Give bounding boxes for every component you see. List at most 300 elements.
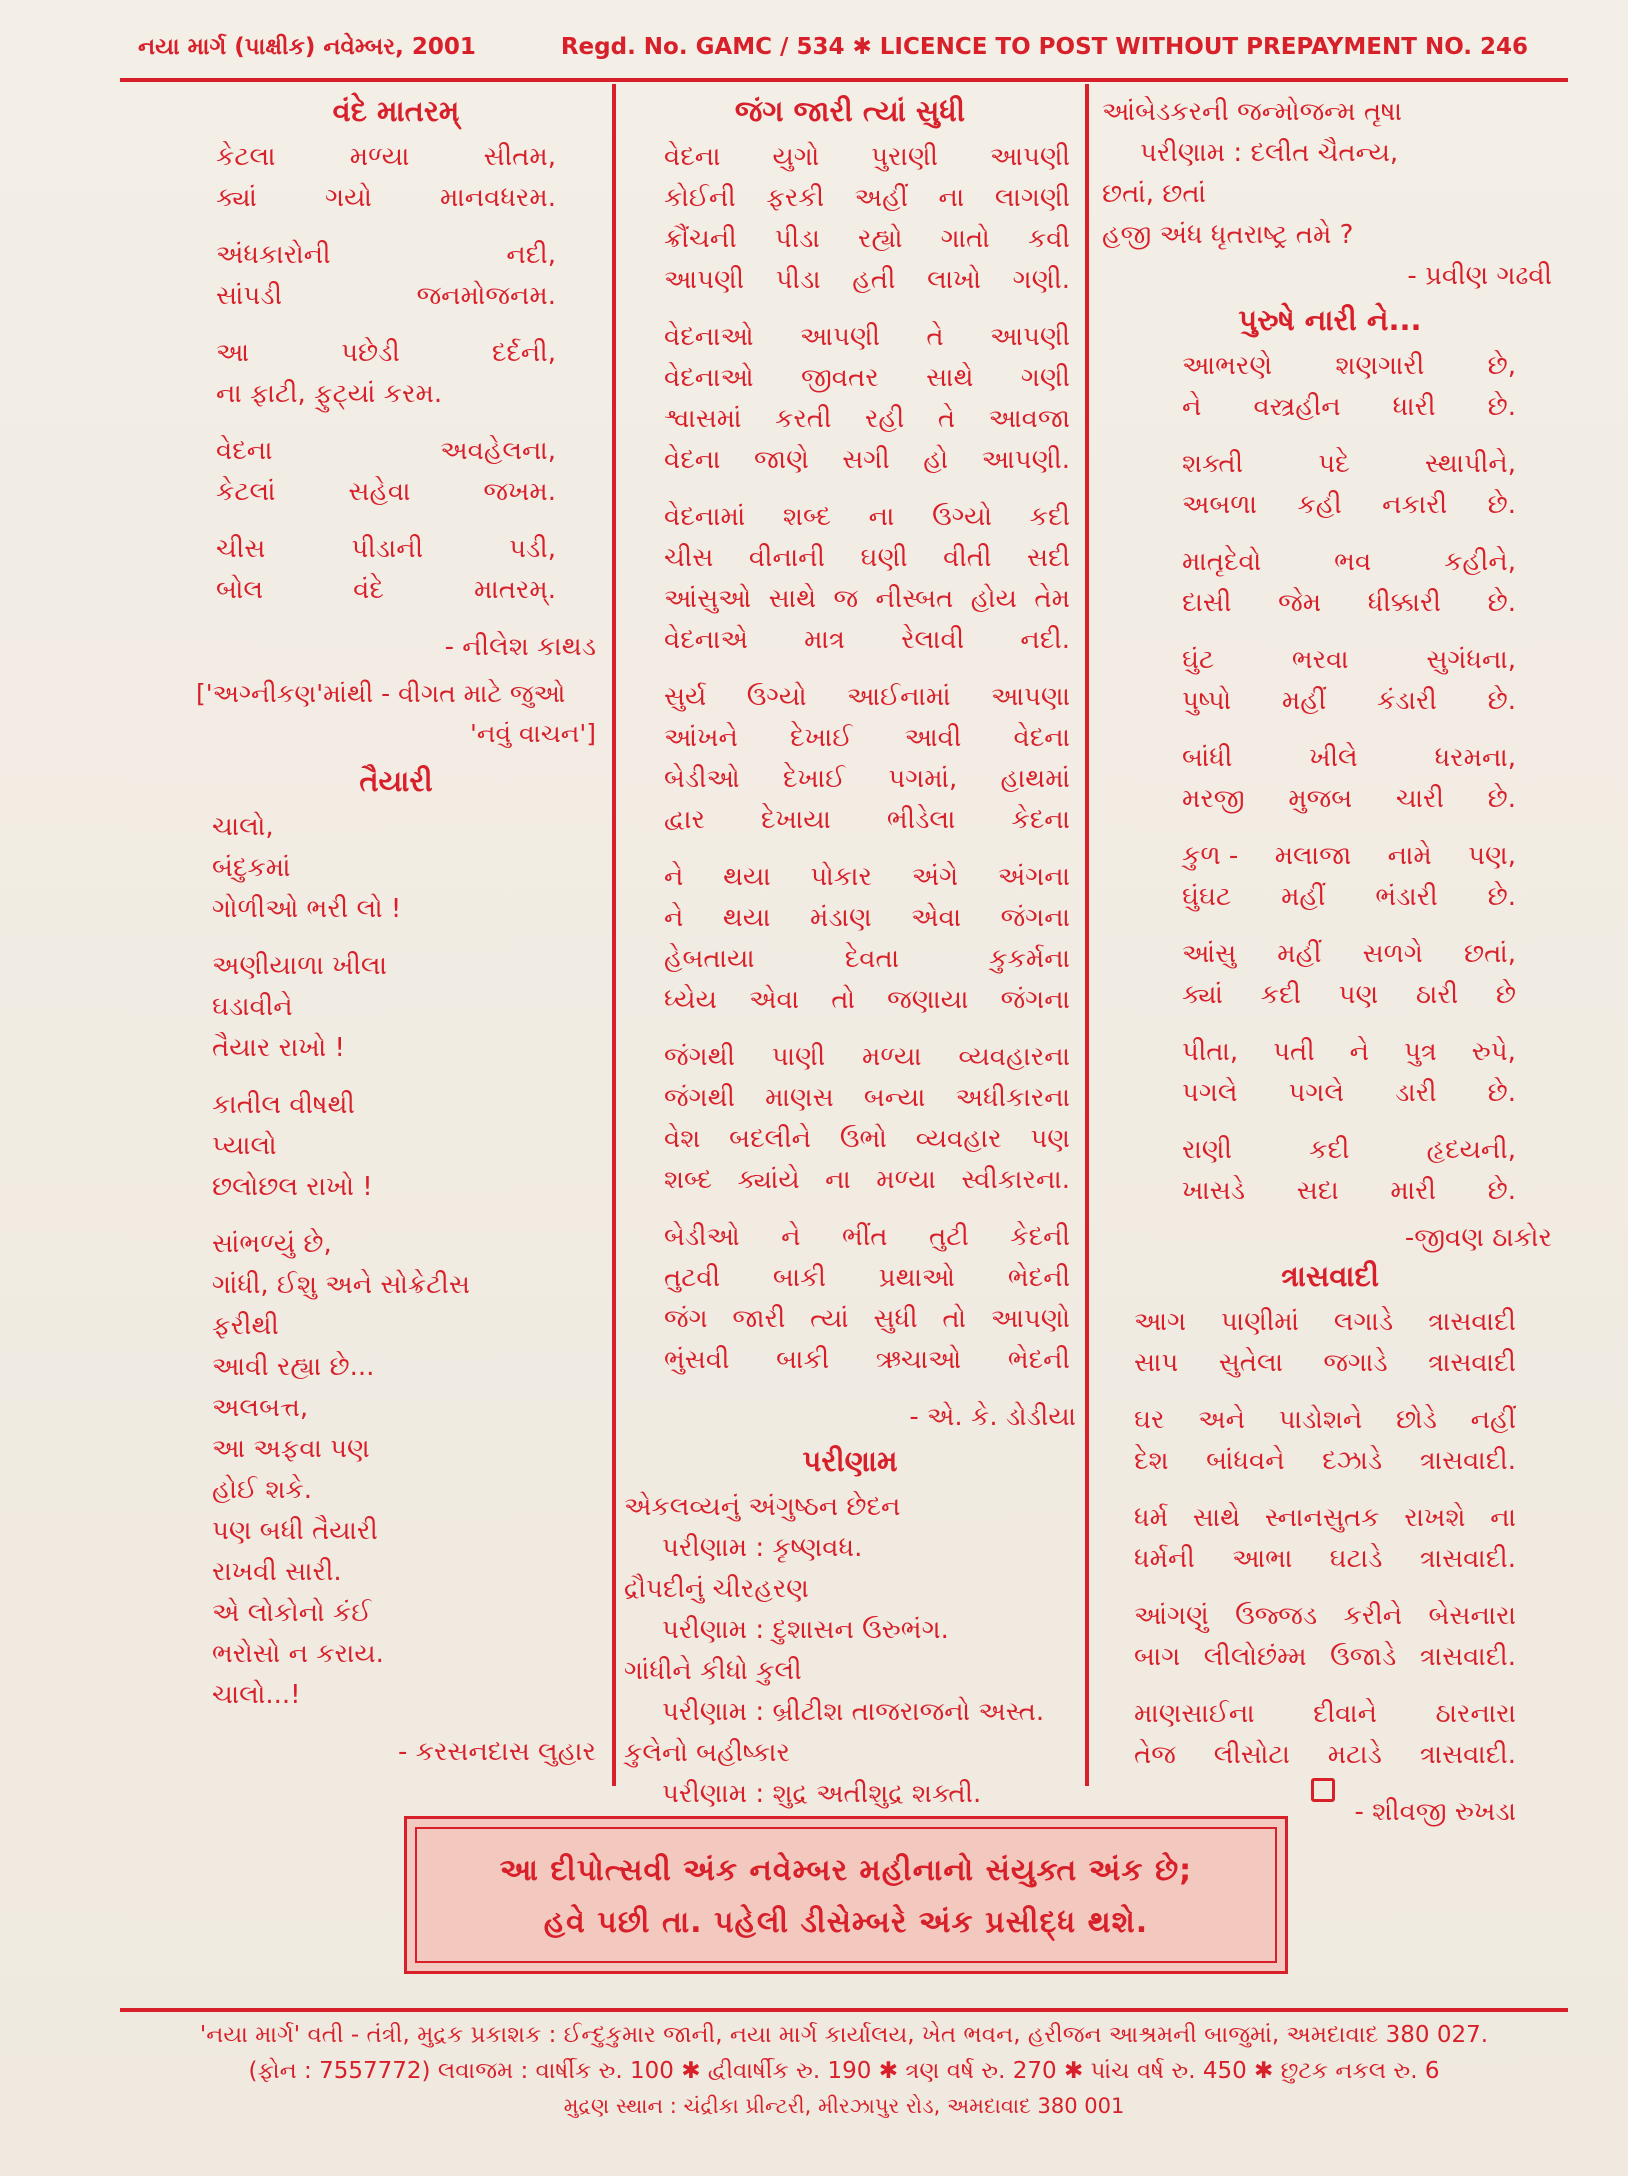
poem-word: ભંડારી [1375, 882, 1438, 912]
poem-line: અલબત્ત, [212, 1393, 309, 1423]
poem-word: લાગણી [994, 183, 1070, 213]
poem-word: છે. [1487, 686, 1516, 716]
poem-word: વેદનામાં [664, 502, 746, 532]
poem-word: રુપે, [1471, 1037, 1516, 1067]
poem-word: છે, [1487, 351, 1516, 381]
poem-word: મરજી [1182, 784, 1245, 814]
poem-line: દ્રૌપદીનું ચીરહરણ [624, 1574, 809, 1604]
poem-word: સુધી [873, 1304, 918, 1334]
poem-line [216, 178, 556, 219]
poem-jang-jari [624, 137, 1076, 1381]
poem-word: ઠારી [1415, 980, 1459, 1010]
stanza [664, 857, 1070, 1021]
poem-line: કાતીલ વીષથી [212, 1090, 355, 1120]
notice-line-2: હવે પછી તા. પહેલી ડીસેમ્બરે અંક પ્રસીદ્ધ થશે. [543, 1905, 1149, 1940]
poem-word: શબ્દ [664, 1165, 712, 1195]
poem-line [1134, 1539, 1516, 1580]
poem-line [1134, 1596, 1516, 1637]
poem-word: ઘર [1134, 1405, 1165, 1435]
poem-word: ને [1349, 1037, 1369, 1067]
poem-word: મારી [1390, 1176, 1436, 1206]
poem-word: હેબતાયા [664, 944, 755, 974]
poem-word: પણ [1030, 1124, 1070, 1154]
poem-word: ક્રૌંચની [664, 224, 737, 254]
poem-word: જખમ. [483, 477, 556, 507]
poem-line: છલોછલ રાખો ! [212, 1172, 373, 1202]
poem-word: મળ્યા [876, 1165, 936, 1195]
stanza [664, 137, 1070, 301]
stanza [196, 431, 596, 513]
poem-word: બોલ [216, 575, 264, 605]
poem-word: અધીકારના [955, 1083, 1070, 1113]
poem-word: ત્રાસવાદી. [1419, 1642, 1516, 1672]
poem-word: ભેદની [1007, 1263, 1070, 1293]
poem-word: જંગથી [664, 1042, 735, 1072]
poem-word: શબ્દ [782, 502, 831, 532]
poem-word: બન્યા [863, 1083, 926, 1113]
stanza [1182, 444, 1516, 526]
poem-word: સ્વીકારના. [961, 1165, 1070, 1195]
poem-line [216, 276, 556, 317]
poem-word: પછેડી [341, 338, 400, 368]
poem-line: ગાંધીને કીધો કુલી [624, 1656, 802, 1686]
poem-line [1134, 1302, 1516, 1343]
poem-title-purushe-nari: પુરુષે નારી ને... [1238, 303, 1422, 337]
poem-word: મહીં [1281, 686, 1327, 716]
poem-word: ધર્મ [1134, 1503, 1168, 1533]
poem-word: દાસી [1182, 588, 1232, 618]
poem-parinam-continued [1102, 92, 1558, 256]
poem-word: બેડીઓ [664, 764, 740, 794]
poem-word: ધીક્કારી [1367, 588, 1441, 618]
poem-word: લાખો [927, 265, 981, 295]
poem-word: સહેવા [348, 477, 411, 507]
poem-word: સ્થાપીને, [1424, 449, 1516, 479]
footer-printer: મુદ્રણ સ્થાન : ચંદ્રીકા પ્રીન્ટરી, મીરઝાપુર રોડ, અમદાવાદ 380 001 [563, 2094, 1125, 2118]
poem-word: છે. [1487, 392, 1516, 422]
poem-title-vande-mataram: વંદે માતરમ્ [332, 94, 460, 128]
poem-line [664, 399, 1070, 440]
poem-line: પરીણામ : શુદ્ર અતીશુદ્ર શક્તી. [662, 1779, 982, 1809]
poem-word: આપણી [989, 322, 1070, 352]
poem-line: બંદુકમાં [212, 853, 291, 883]
poem-line [664, 898, 1070, 939]
poem-word: ને [781, 1222, 801, 1252]
poem-word: નદી, [506, 240, 556, 270]
poem-author: - કરસનદાસ લુહાર [397, 1737, 596, 1767]
poem-word: પુષ્પો [1182, 686, 1232, 716]
poem-word: માનવધરમ. [440, 183, 556, 213]
poem-word: કરીને [1343, 1601, 1403, 1631]
poem-line [664, 1160, 1070, 1201]
poem-word: દર્દની, [491, 338, 556, 368]
column-1 [196, 80, 596, 1773]
poem-word: પદે [1318, 449, 1350, 479]
poem-word: ઉગ્યો [746, 682, 807, 712]
poem-word: સાપ [1134, 1348, 1179, 1378]
poem-word: તે [937, 404, 956, 434]
poem-word: ઘટાડે [1329, 1544, 1383, 1574]
poem-word: વેદના [216, 436, 273, 466]
poem-word: માતૃદેવો [1182, 547, 1262, 577]
poem-title-parinam: પરીણામ [802, 1444, 898, 1478]
poem-word: ક્યાં [1182, 980, 1223, 1010]
poem-line: આવી રહ્યા છે... [212, 1352, 375, 1382]
poem-word: રહ્યો [858, 224, 903, 254]
poem-line: હોઈ શકે. [212, 1475, 312, 1505]
poem-line [216, 137, 556, 178]
poem-word: હો [923, 445, 949, 475]
stanza [196, 333, 596, 415]
poem-word: જગાડે [1323, 1348, 1388, 1378]
poem-line [1182, 387, 1516, 428]
poem-word: બાંધવને [1206, 1446, 1285, 1476]
poem-word: કુળ - [1182, 841, 1239, 871]
poem-line [1134, 1400, 1516, 1441]
poem-word: સુતેલા [1218, 1348, 1284, 1378]
poem-word: મુજબ [1288, 784, 1353, 814]
poem-word: કેદના [1011, 805, 1070, 835]
stanza [1134, 1498, 1516, 1580]
poem-word: ને [664, 903, 684, 933]
poem-word: પણ [1338, 980, 1379, 1010]
poem-line [1182, 640, 1516, 681]
poem-line [664, 939, 1070, 980]
poem-word: અવહેલના, [440, 436, 556, 466]
poem-word: બાગ [1134, 1642, 1181, 1672]
poem-title-taiyari: તૈયારી [359, 764, 433, 798]
poem-word: આઈનામાં [846, 682, 951, 712]
poem-word: પુત્ર [1403, 1037, 1437, 1067]
poem-word: આપણી [989, 142, 1070, 172]
end-mark-icon [1311, 1778, 1335, 1802]
poem-word: ક્યાંયે [737, 1165, 800, 1195]
notice-box-inner-border [415, 1827, 1277, 1963]
poem-line: પણ બધી તૈયારી [212, 1516, 378, 1546]
poem-word: કેટલા [216, 142, 276, 172]
poem-word: ધરમના, [1434, 743, 1516, 773]
poem-word: ઘુંટ [1182, 645, 1215, 675]
poem-word: ઘણી [860, 543, 908, 573]
footer-subscription: (ફોન : 7557772) લવાજમ : વાર્ષીક રુ. 100 ✱ દ્વીવાર્ષીક રુ. 190 ✱ ત્રણ વર્ષ રુ. 270 ✱ પાંચ વર્ષ રુ. 450 ✱ છુટક નકલ રુ. 6 [248, 2058, 1440, 2084]
poem-word: છતાં, [1463, 939, 1516, 969]
poem-word: ગણી [1020, 363, 1070, 393]
poem-word: પ્રથાઓ [878, 1263, 956, 1293]
poem-line: ચાલો, [212, 812, 274, 842]
poem-word: જણાયા [887, 985, 969, 1015]
poem-word: આંગણું [1134, 1601, 1209, 1631]
poem-word: પણ, [1468, 841, 1516, 871]
poem-word: ખીલે [1309, 743, 1358, 773]
poem-word: વસ્ત્રહીન [1253, 392, 1341, 422]
poem-word: પીડાની [351, 534, 424, 564]
poem-word: જારી [732, 1304, 786, 1334]
poem-line [664, 1119, 1070, 1160]
poem-word: રાખશે [1404, 1503, 1466, 1533]
poem-word: પુરાણી [871, 142, 938, 172]
poem-word: કહી [1297, 490, 1342, 520]
poem-word: પડી, [509, 534, 556, 564]
poem-word: રેલાવી [901, 625, 965, 655]
poem-word: આભરણે [1182, 351, 1272, 381]
poem-word: વ્યવહાર [915, 1124, 1002, 1154]
poem-line [1182, 836, 1516, 877]
poem-word: ફરકી [766, 183, 825, 213]
poem-word: કુકર્મના [989, 944, 1070, 974]
poem-word: હતી [852, 265, 896, 295]
poem-word: મંડાણ [809, 903, 872, 933]
stanza [1182, 836, 1516, 918]
poem-line [664, 1078, 1070, 1119]
poem-word: થયા [722, 903, 771, 933]
poem-word: રહી [864, 404, 905, 434]
poem-line [664, 497, 1070, 538]
stanza [212, 1085, 596, 1208]
poem-line: પરીણામ : દલીત ચૈતન્ય, [1140, 138, 1399, 168]
poem-word: બદલીને [729, 1124, 812, 1154]
poem-word: કંડારી [1376, 686, 1437, 716]
poem-line [664, 538, 1070, 579]
poem-word: પીડા [774, 224, 820, 254]
poem-word: તો [942, 1304, 967, 1334]
poem-line: હજી અંધ ધૃતરાષ્ટ્ર તમે ? [1102, 220, 1354, 250]
poem-word: વેદના [1013, 723, 1070, 753]
stanza [1182, 346, 1516, 428]
poem-word: પોકાર [810, 862, 872, 892]
poem-word: જંગના [1000, 903, 1070, 933]
poem-word: લીસોટા [1213, 1740, 1290, 1770]
poem-line: ગાંધી, ઈશુ અને સોક્રેટીસ [212, 1270, 470, 1300]
poem-line [1134, 1637, 1516, 1678]
poem-word: જેમ [1278, 588, 1322, 618]
poem-word: દઝાડે [1322, 1446, 1383, 1476]
poem-word: મળ્યા [861, 1042, 922, 1072]
poem-line: આંબેડકરની જન્મોજન્મ તૃષા [1102, 97, 1402, 127]
poem-line [1182, 1032, 1516, 1073]
poem-word: ડારી [1395, 1078, 1437, 1108]
poem-word: આપણી [799, 322, 880, 352]
poem-line [1182, 877, 1516, 918]
poem-line [664, 800, 1070, 841]
poem-line [664, 980, 1070, 1021]
poem-word: છે. [1487, 490, 1516, 520]
poem-line [1134, 1694, 1516, 1735]
poem-word: પીડા [775, 265, 821, 295]
poem-line: રાખવી સારી. [212, 1557, 342, 1587]
poem-line: એ લોકોનો કંઈ [212, 1598, 372, 1628]
poem-word: ઘુંઘટ [1182, 882, 1232, 912]
poem-word: ઠારનારા [1435, 1699, 1516, 1729]
poem-word: કેદની [1010, 1222, 1070, 1252]
poem-word: જંગ [664, 1304, 708, 1334]
poem-word: આંસુઓ [664, 584, 752, 614]
poem-word: માત્ર [804, 625, 845, 655]
poem-line [216, 472, 556, 513]
poem-word: માતરમ્. [473, 575, 556, 605]
poem-word: કરતી [775, 404, 832, 434]
poem-word: જાણે [753, 445, 809, 475]
poem-word: દેખાઈ [790, 723, 853, 753]
poem-word: જંગના [1000, 985, 1070, 1015]
poem-word: કવી [1027, 224, 1070, 254]
poem-line [216, 529, 556, 570]
poem-line [1182, 1073, 1516, 1114]
poem-line [1182, 1171, 1516, 1212]
poem-word: સુર્ય [664, 682, 707, 712]
poem-line [664, 1037, 1070, 1078]
poem-word: હાથમાં [1000, 764, 1070, 794]
poem-word: હોય [970, 584, 1017, 614]
poem-word: હૃદયની, [1426, 1135, 1516, 1165]
poem-word: ના ફાટી, ફુટ્યાં કરમ. [216, 379, 443, 409]
poem-line [1134, 1498, 1516, 1539]
poem-word: ઉજાડે [1330, 1642, 1397, 1672]
poem-line [664, 857, 1070, 898]
notice-box [404, 1816, 1288, 1974]
poem-line [1182, 485, 1516, 526]
poem-line: ગોળીઓ ભરી લો ! [212, 894, 402, 924]
poem-word: નકારી [1382, 490, 1448, 520]
column-2 [624, 80, 1076, 1815]
poem-author: - શીવજી રુખડા [1354, 1797, 1516, 1827]
stanza [196, 235, 596, 317]
poem-line [664, 178, 1070, 219]
poem-word: છે. [1487, 1078, 1516, 1108]
poem-word: દ્વાર [664, 805, 705, 835]
poem-word: સ્નાનસુતક [1264, 1503, 1380, 1533]
poem-word: વેદનાઓ [664, 322, 754, 352]
poem-word: પાણીમાં [1220, 1307, 1299, 1337]
poem-word: સીતમ, [483, 142, 556, 172]
poem-word: એવા [911, 903, 962, 933]
poem-word: પાડોશને [1278, 1405, 1363, 1435]
poem-word: જ [833, 584, 859, 614]
source-note-ref: 'નવું વાચન'] [470, 719, 596, 748]
poem-word: ક્યાં [216, 183, 257, 213]
poem-line [664, 620, 1070, 661]
poem-word: આપણો [990, 1304, 1070, 1334]
poem-author: - નીલેશ કાથડ [444, 632, 596, 662]
poem-word: કદી [1309, 1135, 1350, 1165]
poem-word: ચીસ [664, 543, 714, 573]
stanza [212, 807, 596, 930]
poem-line: પરીણામ : બ્રીટીશ તાજરાજનો અસ્ત. [662, 1697, 1045, 1727]
poem-word: વેદના [664, 445, 721, 475]
poem-word: તેમ [1034, 584, 1070, 614]
poem-word: છે [1495, 980, 1516, 1010]
poem-word: ઋચાઓ [875, 1345, 962, 1375]
poem-word: અને [1198, 1405, 1246, 1435]
footer-publisher: 'નયા માર્ગ' વતી - તંત્રી, મુદ્રક પ્રકાશક : ઈન્દુકુમાર જાની, નયા માર્ગ કાર્યાલય, ખેત ભવન, હરીજન આશ્રમની બાજુમાં, અમદાવાદ 380 027. [199, 2022, 1489, 2048]
poem-word: ત્યાં [810, 1304, 849, 1334]
poem-word: કદી [1260, 980, 1301, 1010]
stanza [664, 1217, 1070, 1381]
header-registration: Regd. No. GAMC / 534 ✱ LICENCE TO POST WITHOUT PREPAYMENT NO. 246 [560, 34, 1528, 60]
poem-word: બેડીઓ [664, 1222, 740, 1252]
poem-word: એવા [749, 985, 800, 1015]
poem-line [1182, 583, 1516, 624]
poem-word: ત્રાસવાદી. [1419, 1446, 1516, 1476]
poem-line: અણીયાળા ખીલા [212, 951, 387, 981]
poem-line [664, 137, 1070, 178]
poem-word: આવજા [988, 404, 1070, 434]
poem-line [1182, 346, 1516, 387]
poem-line [664, 317, 1070, 358]
poem-line: પરીણામ : કૃષ્ણવધ. [662, 1533, 863, 1563]
poem-word: ત્રાસવાદી. [1419, 1740, 1516, 1770]
stanza [664, 317, 1070, 481]
poem-word: સળગે [1362, 939, 1423, 969]
poem-vande-mataram [196, 137, 596, 611]
poem-word: ના [938, 183, 965, 213]
poem-line: ઘડાવીને [212, 992, 293, 1022]
poem-word: મહીં [1277, 939, 1322, 969]
poem-line [216, 431, 556, 472]
poem-word: સદી [1026, 543, 1070, 573]
poem-word: ખાસડે [1182, 1176, 1246, 1206]
poem-line: પરીણામ : દુશાસન ઉરુભંગ. [662, 1615, 949, 1645]
poem-word: કેટલાં [216, 477, 276, 507]
poem-word: આપણી. [981, 445, 1070, 475]
poem-word: સાથે [768, 584, 817, 614]
poem-word: દેખાઈ [782, 764, 846, 794]
poem-word: કહીને, [1444, 547, 1516, 577]
stanza [664, 1037, 1070, 1201]
poem-word: કદી [1029, 502, 1070, 532]
poem-word: વેદનાઓ [664, 363, 754, 393]
poem-word: મળ્યા [349, 142, 410, 172]
poem-line [1134, 1735, 1516, 1776]
poem-word: શ્વાસમાં [664, 404, 742, 434]
poem-word: લગાડે [1333, 1307, 1394, 1337]
poem-word: ત્રાસવાદી. [1419, 1544, 1516, 1574]
poem-word: દેવતા [844, 944, 900, 974]
poem-word: પગલે [1182, 1078, 1238, 1108]
poem-word: મહીં [1281, 882, 1326, 912]
stanza [1182, 934, 1516, 1016]
poem-word: ના [825, 1165, 851, 1195]
poem-word: મટાડે [1327, 1740, 1382, 1770]
poem-word: લીલોછંમ્મ [1203, 1642, 1307, 1672]
source-note: ['અગ્નીકણ'માંથી - વીગત માટે જુઓ [196, 679, 566, 708]
poem-word: તે [926, 322, 944, 352]
poem-word: વીતી [943, 543, 992, 573]
header-masthead: નયા માર્ગ (પાક્ષીક) નવેમ્બર, 2001 [138, 34, 476, 60]
stanza [1134, 1596, 1516, 1678]
poem-line [664, 260, 1070, 301]
poem-line: આ અફવા પણ [212, 1434, 370, 1464]
poem-word: વીનાની [748, 543, 825, 573]
poem-word: તેજ [1134, 1740, 1176, 1770]
poem-word: દેશ [1134, 1446, 1169, 1476]
stanza [1134, 1302, 1516, 1384]
poem-line: એકલવ્યનું અંગુષ્ઠન છેદન [624, 1492, 901, 1522]
poem-line [664, 718, 1070, 759]
poem-line [1134, 1441, 1516, 1482]
poem-line [1182, 1130, 1516, 1171]
poem-word: ત્રાસવાદી [1428, 1307, 1516, 1337]
poem-word: પગલે [1288, 1078, 1345, 1108]
poem-word: ગણી. [1012, 265, 1070, 295]
poem-word: નીસ્બત [875, 584, 954, 614]
poem-word: સાંપડી [216, 281, 283, 311]
poem-word: અબળા [1182, 490, 1257, 520]
poem-parinam [624, 1487, 1076, 1815]
stanza [1134, 1694, 1516, 1776]
stanza [1182, 738, 1516, 820]
poem-word: કોઈની [664, 183, 736, 213]
poem-word: આપણા [990, 682, 1070, 712]
